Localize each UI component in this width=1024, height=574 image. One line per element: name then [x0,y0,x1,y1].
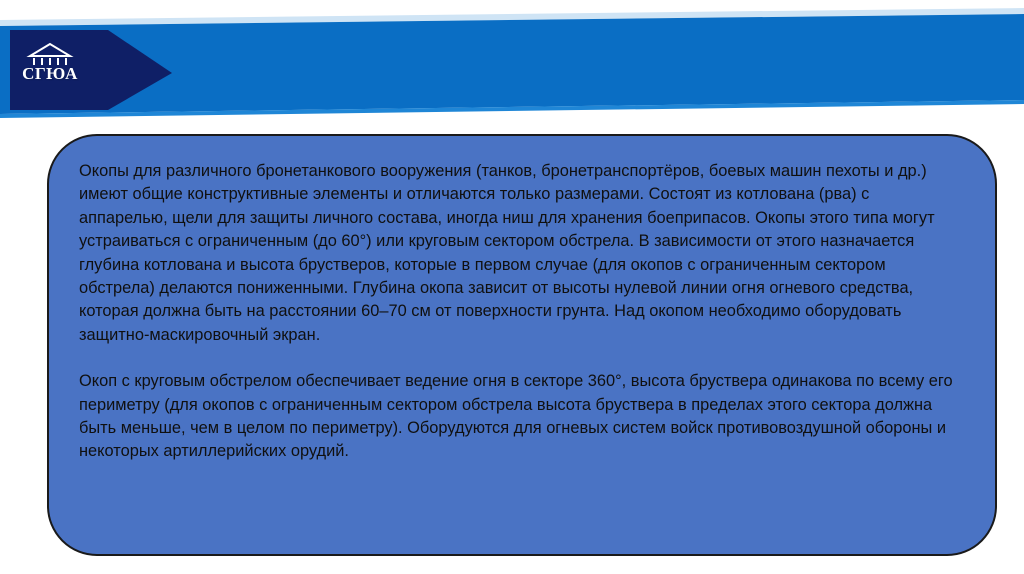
header-banner [0,0,1024,120]
logo [18,42,98,92]
building-icon [18,42,82,66]
paragraph-1: Окопы для различного бронетанкового вооружения (танков, бронетранспортёров, боевых машин пехоты и др.) имеют общие конструктивные элементы и отличаются только размерами. Состоят из котлована (рва) с аппарелью, щели для защиты личного состава, иногда ниш для хранения боеприпасов. Окопы этого типа могут устраиваться с ограниченным (до 60°) или круговым сектором обстрела. В зависимости от этого назначается глубина котлована и высота брустверов, которые в первом случае (для окопов с ограниченным сектором обстрела) делаются пониженными. Глубина окопа зависит от высоты нулевой линии огня огневого средства, которая должна быть на расстоянии 60–70 см от поверхности грунта. Над окопом необходимо оборудовать защитно-маскировочный экран. [79,162,935,344]
paragraph-2: Окоп с круговым обстрелом обеспечивает ведение огня в секторе 360°, высота бруствера одинакова по всему его периметру (для окопов с ограниченным сектором обстрела высота бруствера в пределах этого сектора должна быть меньше, чем в целом по периметру). Оборудуются для огневых систем войск противовоздушной обороны и некоторых артиллерийских орудий. [79,372,953,461]
content-panel [47,134,997,556]
logo-text: СГЮА [22,64,78,83]
